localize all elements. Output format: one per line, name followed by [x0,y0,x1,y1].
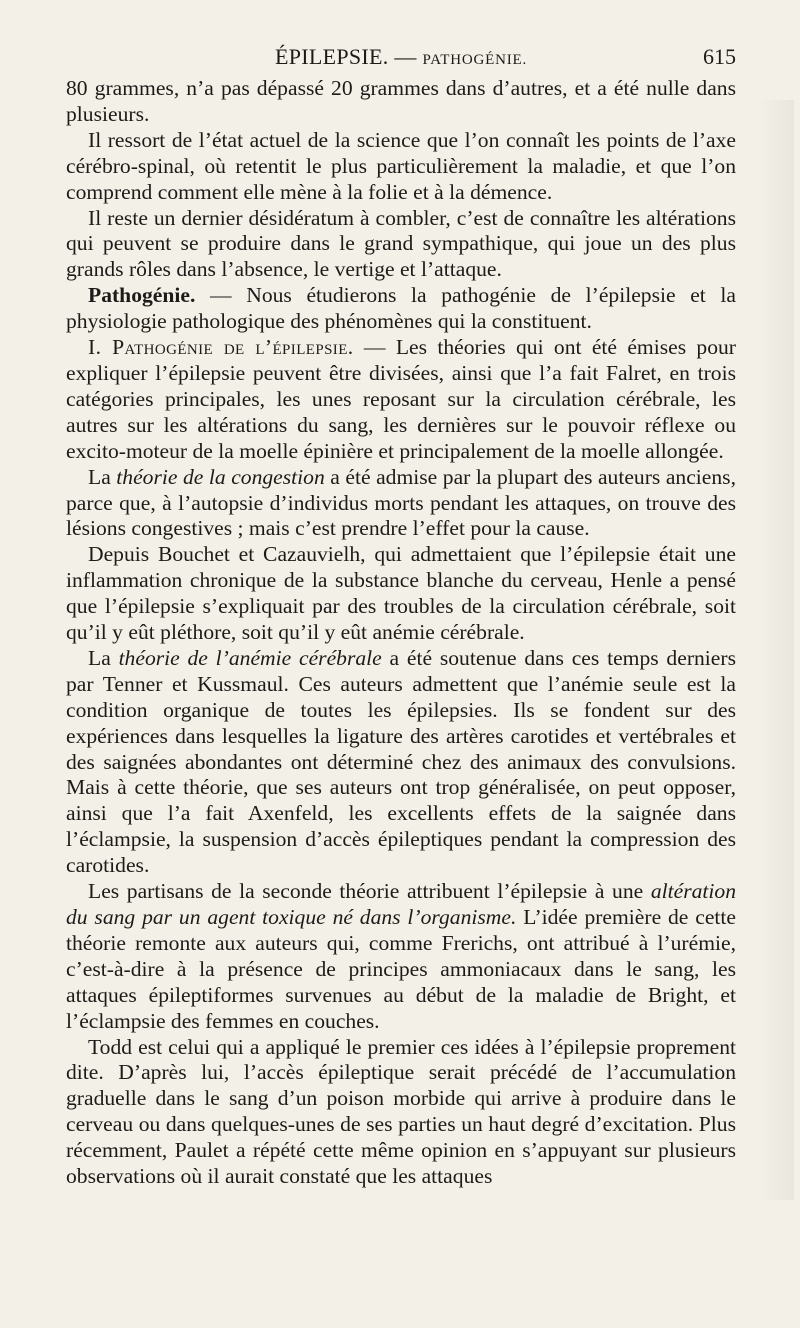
paragraph-8 [66,646,736,879]
paragraph-text: a été admise par la plupart des auteurs anciens, parce que, à l’autopsie d’individus morts pendant les attaques, on trouve des lésions congestives ; mais c’est prendre l’effet pour la cause. [66,464,736,541]
book-page [66,0,736,1328]
running-title-sub: PATHOGÉNIE. [422,52,528,68]
paragraph-4 [66,283,736,335]
paragraph-7 [66,542,736,646]
running-title [66,44,736,70]
italic-term: théorie de la congestion [116,464,325,489]
running-header [66,44,736,74]
section-heading-pathogenie: Pathogénie. [88,283,196,308]
paragraph-3 [66,206,736,284]
paragraph-text: L’idée première de cette théorie remonte aux auteurs qui, comme Frerichs, ont attribué à l’urémie, c’est-à-dire à la présence de principes ammoniacaux dans le sang, les attaques épileptiformes survenues au début de la maladie de Bright, et l’éclampsie des femmes en couches. [66,905,736,1033]
paragraph-lead: La [88,464,117,489]
paragraph-text: Il ressort de l’état actuel de la science que l’on connaît les points de l’axe cérébro-spinal, où retentit le plus particulièrement la maladie, et que l’on comprend comment elle mène à la folie et à la démence. [66,127,736,204]
paragraph-9 [66,879,736,1034]
paragraph-5 [66,335,736,465]
paragraph-text: — Les théories qui ont été émises pour expliquer l’épilepsie peuvent être divisées, ainsi que l’a fait Falret, en trois catégories principales, les unes reposant sur la circulation cérébrale, les autres sur les altérations du sang, les dernières sur le pouvoir réflexe ou excito-moteur de la moelle épinière et principalement de la moelle allongée. [66,335,736,463]
paragraph-text: Depuis Bouchet et Cazauvielh, qui admettaient que l’épilepsie était une inflammation chronique de la substance blanche du cerveau, Henle a pensé que l’épilepsie s’expliquait par des troubles de la circulation cérébrale, soit qu’il y eût pléthore, soit qu’il y eût anémie cérébrale. [66,542,736,645]
subsection-heading: I. Pathogénie de l’épilepsie. [88,335,354,360]
page-number: 615 [703,44,736,69]
paragraph-text: 80 grammes, n’a pas dépassé 20 grammes dans d’autres, et a été nulle dans plusieurs. [66,76,736,126]
paragraph-text: — Nous étudierons la pathogénie de l’épilepsie et la physiologie pathologique des phénomènes qui la constituent. [66,283,736,334]
paragraph-lead: Les partisans de la seconde théorie attribuent l’épilepsie à une [88,879,651,904]
running-title-dash: — [388,44,423,69]
paragraph-text: a été soutenue dans ces temps derniers par Tenner et Kussmaul. Ces auteurs admettent que l’anémie seule est la condition organique de toutes les épilepsies. Ils se fondent sur des expériences dans lesquelles la ligature des artères carotides et vertébrales et des saignées abondantes ont déterminé chez des animaux des convulsions. Mais à cette théorie, que ses auteurs ont trop généralisée, on peut opposer, ainsi que l’a fait Axenfeld, les excellents effets de la saignée dans l’éclampsie, la suspension d’accès épileptiques pendant la compression des carotides. [66,645,736,878]
paragraph-2 [66,128,736,206]
paragraph-text: Il reste un dernier désidératum à combler, c’est de connaître les altérations qui peuvent se produire dans le grand sympathique, qui joue un des plus grands rôles dans l’absence, le vertige et l’attaque. [66,205,736,282]
paragraph-lead: La [88,645,119,670]
paragraph-text: Todd est celui qui a appliqué le premier ces idées à l’épilepsie proprement dite. D’après lui, l’accès épileptique serait précédé de l’accumulation graduelle dans le sang d’un poison morbide qui arrive à produire dans le cerveau ou dans quelques-unes de ses parties un haut degré d’excitation. Plus récemment, Paulet a répété cette même opinion en s’appuyant sur plusieurs observations où il aurait constaté que les attaques [66,1034,736,1189]
running-title-main: ÉPILEPSIE. [274,44,389,69]
paragraph-10 [66,1035,736,1190]
paragraph-6 [66,465,736,543]
paragraph-1 [66,76,736,128]
italic-term: altération du sang par un agent toxique né dans l’organisme. [66,879,736,929]
italic-term: théorie de l’anémie cérébrale [118,645,382,670]
show-through-shadow [760,100,794,1200]
body-text [66,76,736,1190]
